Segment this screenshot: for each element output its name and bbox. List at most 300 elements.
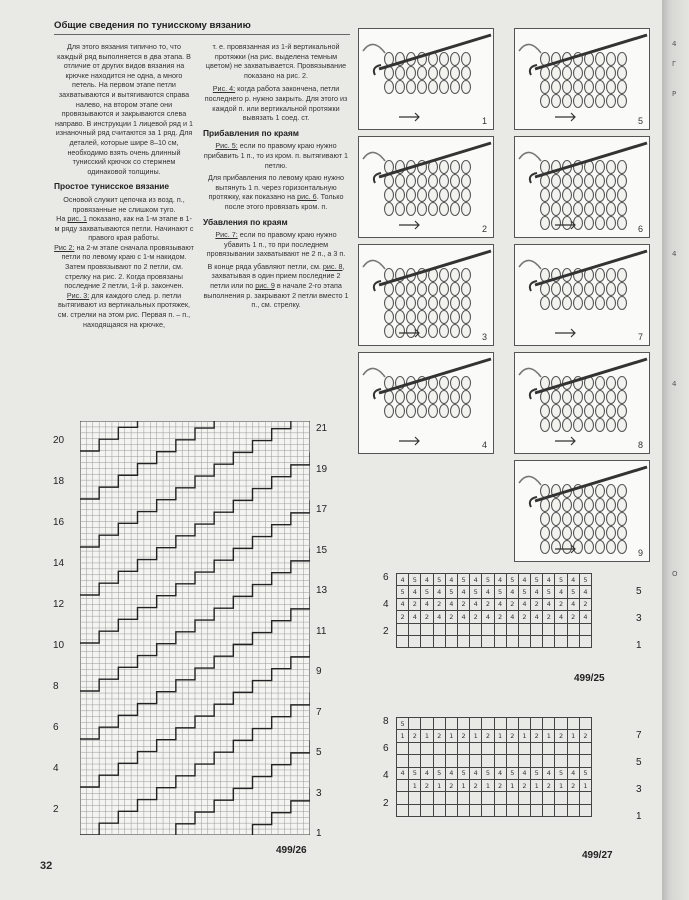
chart-cell [543,635,555,647]
chart-cell [543,718,555,730]
stitch-loop [585,81,594,94]
stitch-loop [618,391,627,404]
stitch-loop [585,405,594,418]
chart-cell: 5 [397,718,409,730]
row-number: 6 [383,743,389,755]
stitch-loop [574,527,583,540]
figure-1: 1 [358,28,494,130]
stitch-loop [607,175,616,188]
row-number: 3 [636,784,642,795]
chart-cell [409,635,421,647]
chart-cell: 4 [506,586,518,598]
chart-cell: 5 [457,767,469,779]
chart-cell [470,718,482,730]
chart-cell [506,742,518,754]
chart-cell: 4 [397,598,409,610]
stitch-loop [385,325,394,338]
chart-499-26-grid [80,421,310,835]
chart-cell: 4 [397,767,409,779]
chart-cell: 5 [555,574,567,586]
stitch-loop [607,391,616,404]
stitch-illustration-icon [515,137,649,237]
stitch-loop [563,203,572,216]
chart-cell: 1 [531,779,543,791]
chart-cell: 2 [433,598,445,610]
chart-cell [579,804,591,816]
chart-cell [518,718,530,730]
stitch-loop [574,217,583,230]
chart-cell: 1 [543,730,555,742]
stitch-loop [607,405,616,418]
row-number: 14 [53,558,65,569]
chart-cell: 5 [470,586,482,598]
chart-cell [470,623,482,635]
stitch-loop [440,269,449,282]
chart-cell [506,755,518,767]
row-number: 19 [316,463,328,475]
chart-cell [494,755,506,767]
chart-cell [445,804,457,816]
stitch-loop [563,81,572,94]
chart-cell: 5 [543,586,555,598]
chart-cell: 1 [494,730,506,742]
chart-cell: 5 [433,767,445,779]
stitch-loop [396,67,405,80]
chart-cell [397,755,409,767]
row-number: 10 [53,640,65,651]
stitch-loop [462,391,471,404]
chart-cell: 2 [409,730,421,742]
yarn-strand [363,260,385,269]
chart-cell [506,635,518,647]
stitch-loop [563,175,572,188]
stitch-loop [618,81,627,94]
stitch-loop [429,67,438,80]
intro-paragraph: Для этого вязания типично то, что каждый ряд выполняется в два этапа. В отличие от других видов вязания на крючке находится не одна, а много петель. На первом этапе петли захватываются и вытягиваются справа налево, на втором этапе они провязываются и закрываются слева направо. В инструкции 1 лицевой ряд и 1 изнаночный ряд считаются за 1 ряд. Для деталей, которые шире 8–10 см, необходимо взять очень длинный тунисский крючок со стержнем одинаковой толщины. [54,42,194,176]
fig3-link[interactable]: Рис. 3: [66,290,90,300]
fig4-link[interactable]: Рис. 4: [212,84,236,94]
fig2-paragraph: Рис 2: на 2-м этапе сначала провязывают петли по левому краю с 1-м накидом. Затем провязывают по 2 петли, см. стрелку на рис. 2. Когда провязаны последние 2 петли, 1-й р. закончен. [54,242,194,291]
stitch-loop [407,203,416,216]
chart-cell [518,755,530,767]
stitch-loop [618,513,627,526]
stitch-loop [451,53,460,66]
stitch-loop [618,485,627,498]
fig2-link[interactable]: Рис 2: [54,242,75,252]
chart-row [397,718,592,730]
chart-row [397,730,592,742]
chart-cell: 2 [445,779,457,791]
row-number: 4 [53,763,59,774]
chart-cell: 5 [531,767,543,779]
chart-cell: 4 [543,767,555,779]
chart-cell [579,742,591,754]
chart-cell: 4 [445,767,457,779]
stitch-loop [585,513,594,526]
chart-cell: 2 [531,598,543,610]
stitch-loop [385,189,394,202]
chart-cell [445,635,457,647]
chart-cell [457,792,469,804]
stitch-loop [440,377,449,390]
stitch-loop [462,283,471,296]
chart-cell: 2 [421,611,433,623]
chart-cell [494,792,506,804]
stitch-loop [574,203,583,216]
chart-cell [409,742,421,754]
chart-cell: 2 [397,611,409,623]
stitch-loop [574,513,583,526]
stitch-loop [607,297,616,310]
chart-cell [567,792,579,804]
arrow-icon [399,437,419,445]
chart-cell: 4 [421,767,433,779]
stitch-loop [596,297,605,310]
chart-499-25-table [396,573,592,648]
stitch-loop [418,203,427,216]
chart-cell [567,718,579,730]
stitch-loop [596,499,605,512]
chart-cell [482,755,494,767]
chart-cell: 4 [518,767,530,779]
stitch-loop [418,311,427,324]
page-number: 32 [40,860,53,872]
chart-cell [506,804,518,816]
row-number: 1 [316,828,322,839]
chart-cell: 5 [494,586,506,598]
stitch-loop [440,311,449,324]
chart-cell [409,804,421,816]
stitch-loop [574,541,583,554]
yarn-strand [519,152,541,161]
stitch-loop [462,67,471,80]
stitch-loop [396,311,405,324]
chart-row [397,635,592,647]
stitch-loop [585,419,594,432]
stitch-loop [552,81,561,94]
stitch-loop [440,325,449,338]
stitch-loop [585,541,594,554]
stitch-loop [541,203,550,216]
next-page-edge: 4 Г Р 4 4 О [662,0,689,900]
stitch-loop [607,203,616,216]
stitch-loop [563,67,572,80]
stitch-loop [429,175,438,188]
row-number: 16 [53,517,65,528]
yarn-strand [519,368,541,377]
chart-499-25-caption: 499/25 [574,673,605,684]
chart-cell: 5 [409,574,421,586]
chart-cell: 4 [531,586,543,598]
stitch-loop [607,283,616,296]
stitch-loop [407,391,416,404]
chart-row [397,742,592,754]
fig1-link[interactable]: рис. 1 [67,214,87,224]
fig9-link[interactable]: рис. 9 [255,281,275,291]
stitch-loop [618,297,627,310]
stitch-loop [396,189,405,202]
chart-cell: 4 [567,767,579,779]
chart-cell [433,742,445,754]
chart-cell: 1 [567,730,579,742]
stitch-loop [563,217,572,230]
stitch-loop [451,297,460,310]
stitch-loop [618,203,627,216]
chart-cell: 1 [555,779,567,791]
chart-cell [555,804,567,816]
chart-cell: 1 [397,730,409,742]
stitch-loop [440,67,449,80]
chart-cell [457,755,469,767]
chart-cell [470,792,482,804]
arrow-icon [555,113,575,121]
figure-4: 4 [358,352,494,454]
stitch-loop [407,67,416,80]
chart-cell [482,635,494,647]
chart-499-26-caption: 499/26 [276,845,307,856]
stitch-loop [607,53,616,66]
stitch-loop [574,419,583,432]
fig4-paragraph: Рис. 4: когда работа закончена, петли последнего р. нужно закрыть. Для этого из каждой п. или вертикальной протяжки вывязать 1 соед. ст. [204,84,348,123]
chart-cell [470,635,482,647]
stitch-loop [563,419,572,432]
stitch-loop [429,81,438,94]
stitch-loop [462,325,471,338]
chart-row [397,779,592,791]
chart-cell [531,742,543,754]
row-number: 9 [316,666,322,677]
chart-cell: 5 [421,586,433,598]
fig6-link[interactable]: рис. 6 [297,192,317,202]
chart-cell [555,635,567,647]
chart-cell [518,635,530,647]
stitch-loop [418,325,427,338]
stitch-loop [596,175,605,188]
figure-6: 6 [514,136,650,238]
stitch-loop [440,161,449,174]
chart-499-27-table [396,717,592,817]
chart-cell [518,623,530,635]
chart-cell: 2 [457,730,469,742]
chart-cell [506,792,518,804]
chart-cell [445,742,457,754]
chart-cell [555,755,567,767]
chart-cell [494,742,506,754]
row-number: 3 [636,612,642,624]
chart-cell: 2 [567,779,579,791]
stitch-loop [418,189,427,202]
chart-row [397,755,592,767]
chart-cell [482,623,494,635]
chart-cell: 5 [579,574,591,586]
chart-cell: 1 [445,730,457,742]
chart-cell: 2 [506,730,518,742]
row-number: 6 [383,572,389,583]
chart-cell: 2 [482,598,494,610]
chart-cell: 4 [543,574,555,586]
row-number: 5 [636,756,642,768]
chart-cell [579,718,591,730]
stitch-loop [574,81,583,94]
stitch-loop [563,283,572,296]
stitch-loop [585,499,594,512]
stitch-loop [618,283,627,296]
chart-cell [494,635,506,647]
stitch-loop [451,283,460,296]
stitch-loop [596,541,605,554]
chart-cell [518,804,530,816]
stitch-loop [541,513,550,526]
chart-cell: 5 [567,586,579,598]
chart-row [397,611,592,623]
stitch-loop [596,391,605,404]
row-number: 2 [53,804,59,815]
stitch-loop [596,485,605,498]
stitch-loop [552,283,561,296]
chart-cell [482,742,494,754]
yarn-strand [363,44,385,53]
chart-cell: 2 [421,779,433,791]
stitch-loop [552,513,561,526]
chart-cell [421,742,433,754]
stitch-loop [407,405,416,418]
chart-row [397,792,592,804]
chart-cell: 5 [433,574,445,586]
stitch-loop [563,499,572,512]
chart-cell [494,718,506,730]
chart-cell: 1 [457,779,469,791]
chart-cell [397,779,409,791]
stitch-loop [574,67,583,80]
stitch-loop [396,81,405,94]
stitch-loop [596,81,605,94]
stitch-loop [563,189,572,202]
chart-cell: 4 [409,611,421,623]
fig8-link[interactable]: рис. 8 [322,261,343,271]
stitch-loop [552,499,561,512]
chart-table [396,717,592,817]
stitch-loop [541,297,550,310]
chart-cell: 2 [518,611,530,623]
chart-cell [421,635,433,647]
stitch-loop [385,81,394,94]
row-number: 8 [383,716,389,727]
stitch-loop [462,311,471,324]
stitch-loop [552,541,561,554]
stitch-illustration-icon [359,353,493,453]
chart-cell [506,623,518,635]
stitch-loop [596,95,605,108]
chart-cell: 2 [543,611,555,623]
chart-cell [543,792,555,804]
row-number: 20 [53,435,65,446]
row-number: 21 [316,423,328,434]
stitch-loop [563,297,572,310]
stitch-loop [429,405,438,418]
stitch-loop [440,283,449,296]
stitch-loop [440,189,449,202]
chart-cell: 2 [579,598,591,610]
chart-cell: 4 [470,598,482,610]
chart-cell: 4 [518,598,530,610]
stitch-loop [618,189,627,202]
stitch-loop [418,175,427,188]
chart-cell: 2 [494,611,506,623]
chart-cell: 2 [555,730,567,742]
stitch-loop [429,189,438,202]
yarn-strand [519,260,541,269]
stitch-loop [585,189,594,202]
stitch-loop [541,419,550,432]
chart-table [396,573,592,648]
article-title: Общие сведения по тунисскому вязанию [54,20,350,35]
stitch-loop [563,405,572,418]
stitch-loop [440,405,449,418]
fig5-paragraph: Рис. 5: если по правому краю нужно прибавить 1 п., то из кром. п. вытягивают 1 петлю. [203,141,349,170]
stitch-loop [462,405,471,418]
chart-cell: 2 [470,611,482,623]
chart-cell [470,742,482,754]
increase-heading: Прибавления по краям [203,127,299,138]
chart-cell [421,623,433,635]
yarn-strand [519,44,541,53]
row-number: 12 [53,599,65,610]
stitch-loop [607,527,616,540]
stitch-loop [585,283,594,296]
chart-row [397,598,592,610]
fig5-link[interactable]: Рис. 5: [215,141,238,151]
stitch-loop [552,527,561,540]
stitch-loop [596,419,605,432]
chart-row [397,804,592,816]
stitch-loop [462,269,471,282]
chart-cell: 4 [555,586,567,598]
stitch-loop [429,311,438,324]
stitch-loop [563,391,572,404]
chart-cell [531,755,543,767]
stitch-loop [618,377,627,390]
stitch-loop [552,297,561,310]
stitch-loop [451,325,460,338]
chart-cell: 4 [397,574,409,586]
stitch-loop [462,297,471,310]
stitch-loop [451,189,460,202]
stitch-loop [462,53,471,66]
chart-cell [433,718,445,730]
stitch-loop [396,175,405,188]
chart-cell: 5 [482,574,494,586]
chart-cell [567,742,579,754]
stitch-loop [451,161,460,174]
row-number: 17 [316,504,328,515]
stitch-loop [440,203,449,216]
arrow-icon [399,221,419,229]
increase-left-paragraph: Для прибавления по левому краю нужно вытянуть 1 п. через горизонтальную протяжку, как показано на рис. 6. Только после этого провязать кром. п. [208,173,344,211]
stitch-illustration-icon [515,29,649,129]
stitch-loop [574,405,583,418]
stitch-loop [462,161,471,174]
chart-cell [543,623,555,635]
stitch-loop [440,391,449,404]
chart-cell [421,804,433,816]
row-number: 11 [316,625,327,637]
stitch-loop [462,189,471,202]
stitch-loop [585,67,594,80]
chart-cell: 4 [506,611,518,623]
fig7-link[interactable]: Рис. 7: [215,230,238,240]
chart-cell: 4 [457,611,469,623]
chart-cell: 5 [555,767,567,779]
